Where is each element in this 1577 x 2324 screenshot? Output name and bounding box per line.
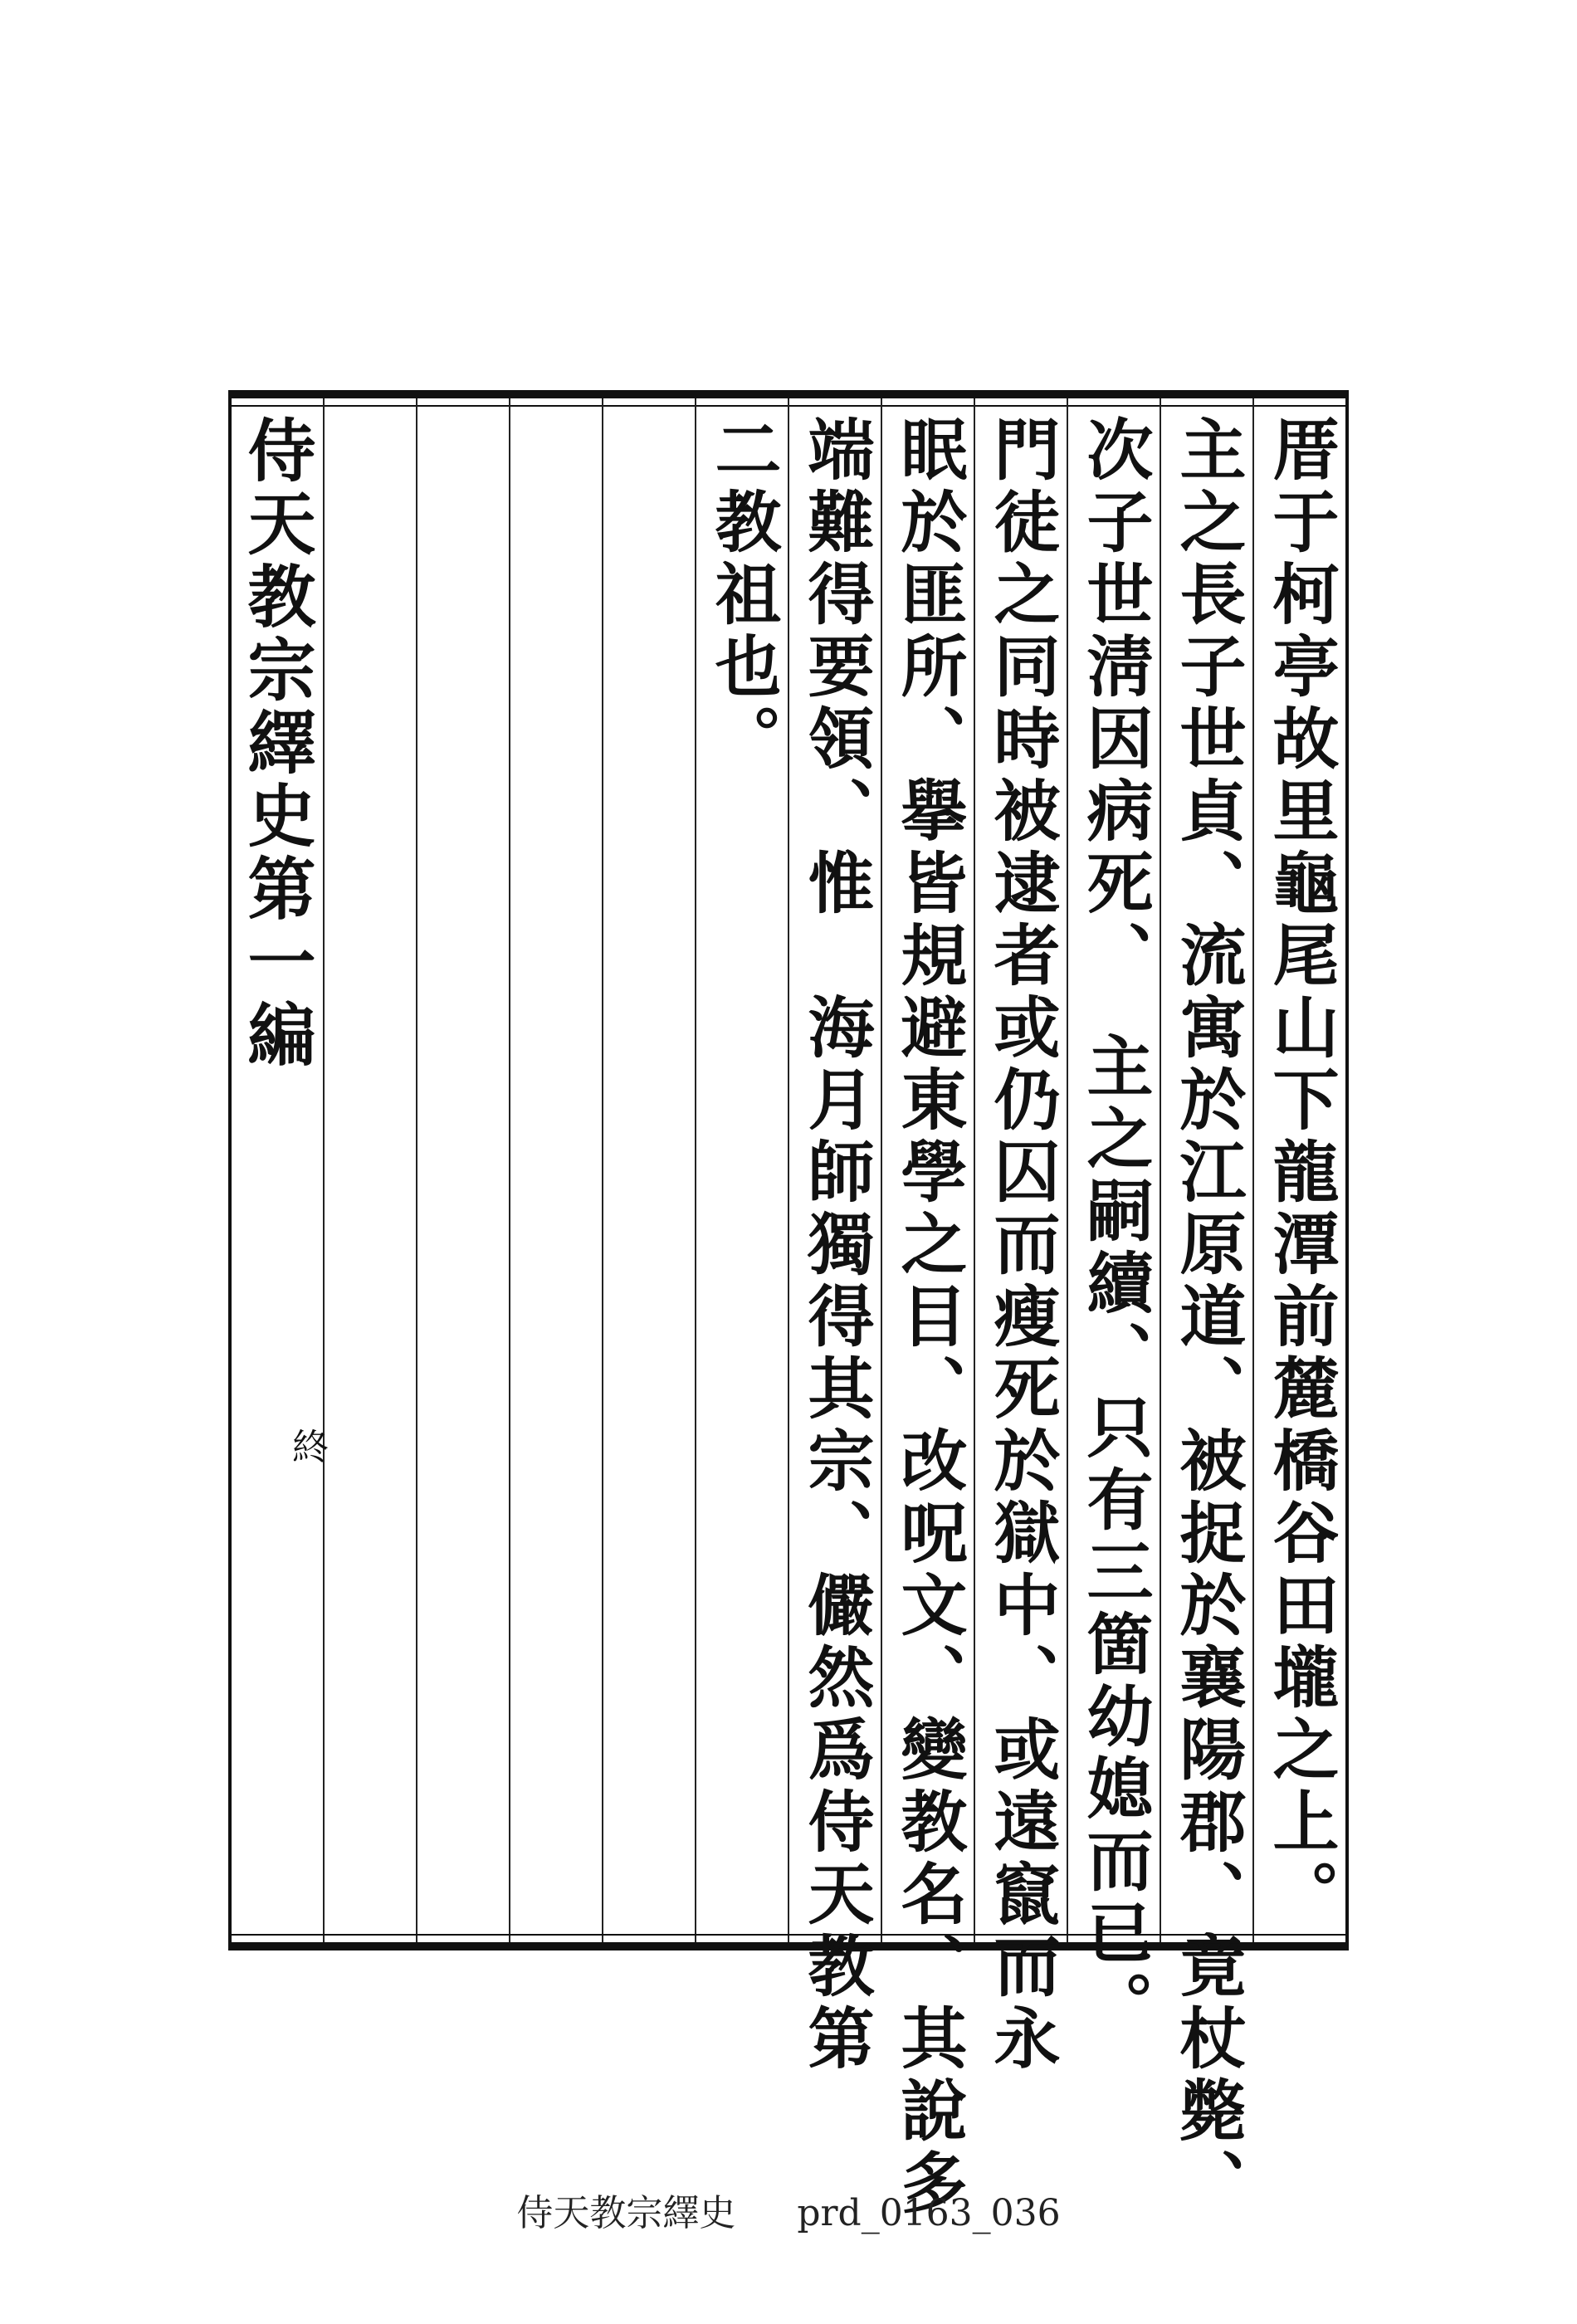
text-column-1 — [1252, 398, 1345, 1942]
column-text: 二教祖也。 — [704, 415, 782, 776]
text-column-9 — [509, 398, 602, 1942]
footer-book-title: 侍天教宗繹史 — [516, 2192, 736, 2234]
column-text: 次子世淸因病死、 主之嗣續、只有三箇幼媳而已。 — [1076, 415, 1154, 2043]
text-column-5 — [881, 398, 974, 2220]
volume-end-mark: 終 — [286, 1428, 328, 1464]
column-text: 端難得要領、惟 海月師獨得其宗、儼然爲侍天教第 — [797, 415, 875, 2076]
column-text: 門徒之同時被逮者或仍囚而瘦死於獄中、或遠竄而永 — [983, 415, 1061, 2076]
volume-title: 侍天教宗繹史第一編 — [237, 415, 316, 1072]
text-column-7 — [695, 398, 788, 1942]
text-column-11 — [323, 398, 416, 1942]
text-column-4 — [974, 398, 1067, 2076]
footer-page-id: prd_0163_036 — [797, 2192, 1061, 2234]
text-column-2 — [1160, 398, 1252, 2220]
page-footer — [0, 2183, 1577, 2236]
text-column-10 — [416, 398, 509, 1942]
column-text: 眠於匪所、擧皆規避東學之目、改呪文、變教名、其說多 — [890, 415, 968, 2220]
text-column-3 — [1067, 398, 1160, 2043]
text-column-6 — [788, 398, 881, 2076]
column-text: 厝于柯亭故里龜尾山下龍潭前麓橋谷田壠之上。 — [1262, 415, 1340, 1931]
column-text: 主之長子世貞、流寓於江原道、被捉於襄陽郡、竟杖斃、 — [1169, 415, 1247, 2220]
title-column — [230, 398, 328, 1942]
text-column-8 — [602, 398, 695, 1942]
